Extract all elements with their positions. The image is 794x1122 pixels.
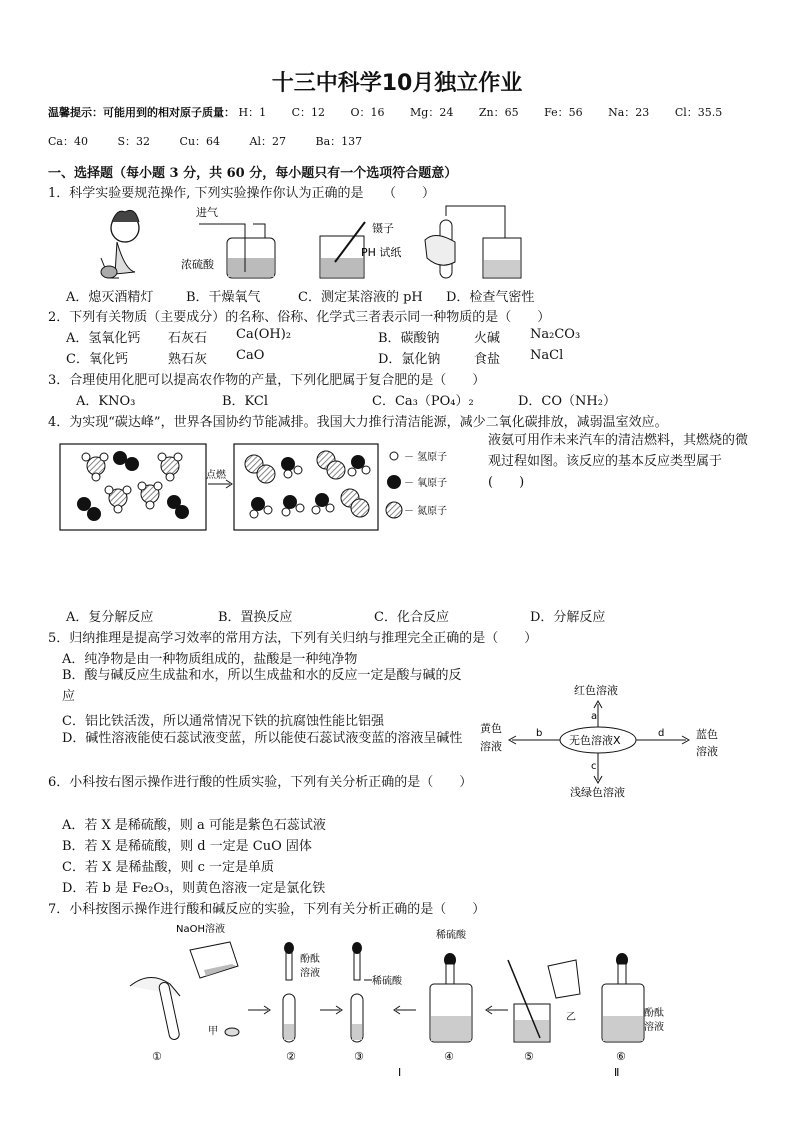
question-3-stem: 3．合理使用化肥可以提高农作物的产量，下列化肥属于复合肥的是（ ） [48,373,486,388]
q2-d-formula: NaCl [530,348,564,363]
q1-option-a: A．熄灭酒精灯 [66,290,154,305]
question-1-stem: 1．科学实验要规范操作, 下列实验操作你认为正确的是 （ ） [48,186,436,201]
mass-s: S：32 [117,135,151,148]
airtightness-check-icon [425,206,521,278]
q2-c-name: C．氧化钙 [66,352,128,367]
right-result-1: 蓝色 [696,728,718,741]
question-7-stem: 7．小科按图示操作进行酸和碱反应的实验，下列有关分析正确的是（ ） [48,902,486,917]
acid-label-3: 稀硫酸 [372,976,402,987]
question-5-stem: 5．归纳推理是提高学习效率的常用方法，下列有关归纳与推理完全正确的是（ ） [48,631,538,646]
q5-option-d: D．碱性溶液能使石蕊试液变蓝，所以能使石蕊试液变蓝的溶液呈碱性 [62,731,463,746]
nitrogen-atom-icon [386,502,402,518]
q2-a-formula: Ca(OH)₂ [236,327,292,342]
legend-oxygen: － 氧原子 [404,478,448,489]
acid-bottle-icon [430,928,472,1063]
q3-option-c: C．Ca₃（PO₄）₂ [372,394,474,409]
q1-option-b: B．干燥氧气 [186,290,261,305]
pouring-naoh-icon [130,922,239,1063]
q5-option-a: A．纯净物是由一种物质组成的，盐酸是一种纯净物 [62,652,358,667]
mass-c: C：12 [291,106,326,119]
q2-c-common: 熟石灰 [168,352,208,367]
q2-c-formula: CaO [236,348,265,363]
q2-b-formula: Na₂CO₃ [530,327,581,342]
q4-micro-reaction-figure [58,440,478,536]
group-ii-label: Ⅱ [614,1066,620,1079]
question-6-stem: 6．小科按右图示操作进行酸的性质实验，下列有关分析正确的是（ ） [48,775,473,790]
dropper-phenolphthalein-icon [283,942,320,1063]
atomic-mass-hint-2 [48,133,388,149]
q2-b-common: 火碱 [474,331,501,346]
q5-option-c: C．铝比铁活泼，所以通常情况下铁的抗腐蚀性能比铝强 [62,714,384,729]
step-2: ② [286,1050,296,1063]
step-1: ① [152,1050,162,1063]
q3-option-a: A．KNO₃ [76,394,136,409]
section-heading: 一、选择题（每小题 3 分，共 60 分，每小题只有一个选项符合题意） [48,166,458,181]
q1-option-c: C．测定某溶液的 pH [298,290,423,305]
q5-option-b: B．酸与碱反应生成盐和水，所以生成盐和水的反应一定是酸与碱的反应 [62,668,462,704]
page-title: 十三中科学10月独立作业 [271,71,523,96]
mass-o: O：16 [350,106,385,119]
q3-option-d: D．CO（NH₂） [518,394,616,409]
sol-label-6: 溶液 [644,1022,664,1033]
hint-label: 温馨提示：可能用到的相对原子质量： [48,106,235,119]
mass-ca: Ca：40 [48,135,88,148]
blowing-lamp-icon [101,210,139,278]
top-result: 红色溶液 [574,684,618,697]
question-2-stem: 2．下列有关物质（主要成分）的名称、俗称、化学式三者表示同一种物质的是（ ） [48,310,551,325]
sol-label: 溶液 [300,968,320,979]
q6-option-c: C．若 X 是稀盐酸，则 c 一定是单质 [62,860,275,875]
q4-option-a: A．复分解反应 [66,610,154,625]
ph-test-icon [320,221,401,278]
acid-label: 浓硫酸 [181,258,214,271]
left-result-2: 溶液 [480,740,502,753]
ignite-label: 点燃 [206,470,226,481]
jia-label: 甲 [208,1026,218,1037]
q6-option-a: A．若 X 是稀硫酸，则 a 可能是紫色石蕊试液 [62,818,326,833]
mass-cu: Cu：64 [179,135,221,148]
mass-h: H：1 [238,106,267,119]
oxygen-atom-icon [387,475,401,489]
question-4-stem-cont: 液氨可用作未来汽车的清洁燃料，其燃烧的微观过程如图。该反应的基本反应类型属于( ) [488,433,749,490]
q3-option-b: B．KCl [222,394,269,409]
q2-d-common: 食盐 [474,352,501,367]
q1-option-d: D．检查气密性 [446,290,535,305]
in-gas-label: 进气 [196,206,218,219]
naoh-label: NaOH溶液 [176,924,225,935]
q2-a-common: 石灰石 [168,331,208,346]
question-4-stem: 4．为实现“碳达峰”，世界各国协约节能减排。我国大力推行清洁能源，减少二氧化碳排放，减弱温室效应。 [48,415,668,430]
q6-reaction-diagram [474,680,734,805]
right-result-2: 溶液 [696,745,718,758]
q2-a-name: A．氢氧化钙 [66,331,141,346]
q7-experiment-figure [120,920,680,1080]
mass-cl: Cl：35.5 [674,106,723,119]
q2-b-name: B．碳酸钠 [378,331,440,346]
bottom-result: 浅绿色溶液 [570,786,625,799]
branch-c-label: c [591,761,597,772]
step-6: ⑥ [616,1050,626,1063]
gas-wash-bottle-icon [181,205,275,278]
group-i-label: Ⅰ [398,1066,402,1079]
branch-b-label: b [536,728,543,739]
step-3: ③ [354,1050,364,1063]
legend-hydrogen: － 氢原子 [404,452,448,463]
mass-na: Na：23 [608,106,650,119]
q4-option-b: B．置换反应 [218,610,293,625]
atom-legend [386,450,447,518]
q1-apparatus-figure [95,200,545,285]
left-result-1: 黄色 [480,722,502,735]
phenolphthalein-bottle-icon [602,953,664,1063]
phen-label: 酚酞 [300,954,320,965]
acid-label-4: 稀硫酸 [436,930,466,941]
center-label: 无色溶液X [569,734,621,747]
branch-a-label: a [591,711,598,722]
q4-option-d: D．分解反应 [530,610,606,625]
mass-mg: Mg：24 [410,106,454,119]
branch-d-label: d [658,728,665,739]
step-4: ④ [444,1050,454,1063]
mass-al: Al：27 [249,135,286,148]
mass-fe: Fe：56 [544,106,583,119]
q4-option-c: C．化合反应 [374,610,449,625]
yi-label: 乙 [566,1012,576,1023]
mass-zn: Zn：65 [478,106,519,119]
beaker-pour-icon [508,960,580,1063]
atomic-mass-hint [48,104,744,120]
step-5: ⑤ [524,1050,534,1063]
legend-nitrogen: － 氮原子 [404,506,448,517]
q2-d-name: D．氯化钠 [378,352,441,367]
dropper-acid-icon [351,942,403,1063]
phen-label-6: 酚酞 [644,1008,664,1019]
q6-option-b: B．若 X 是稀硫酸，则 d 一定是 CuO 固体 [62,839,312,854]
hydrogen-atom-icon [390,452,398,460]
ph-paper-label: PH 试纸 [361,246,402,259]
q6-option-d: D．若 b 是 Fe₂O₃，则黄色溶液一定是氯化铁 [62,881,326,896]
tweezers-label: 镊子 [372,222,394,235]
mass-ba: Ba：137 [315,135,363,148]
